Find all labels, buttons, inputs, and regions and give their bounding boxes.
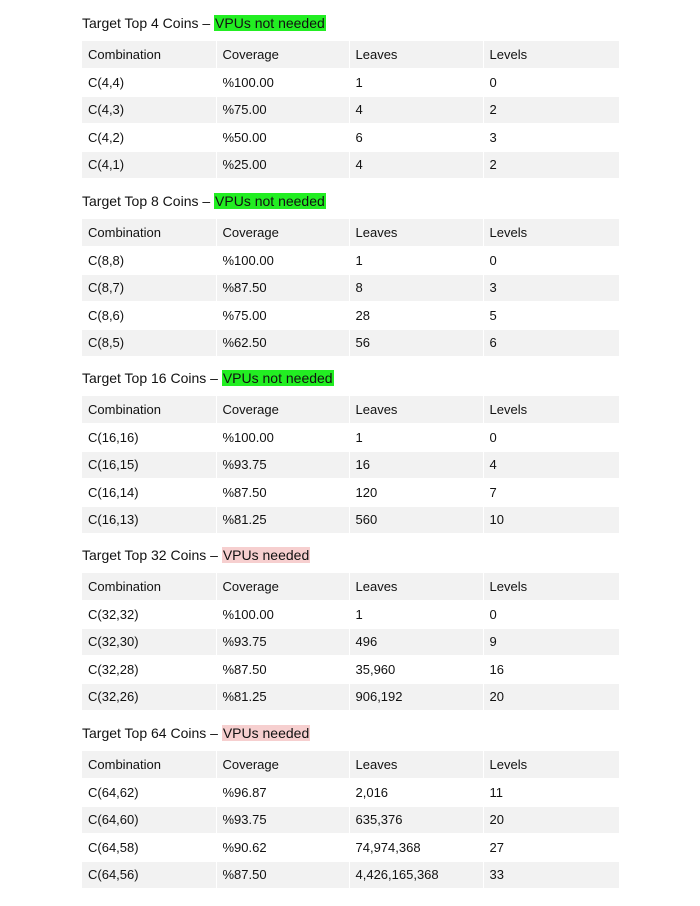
column-header-combination: Combination xyxy=(82,41,216,69)
cell-levels: 27 xyxy=(483,834,619,862)
table-header-row xyxy=(82,573,619,601)
cell-leaves: 635,376 xyxy=(349,806,483,834)
cell-leaves: 4,426,165,368 xyxy=(349,861,483,889)
table-row xyxy=(82,861,619,889)
cell-combination: C(64,56) xyxy=(82,861,216,889)
cell-levels: 4 xyxy=(483,451,619,479)
column-header-combination: Combination xyxy=(82,573,216,601)
heading-text: Target Top 64 Coins – xyxy=(82,725,218,741)
column-header-levels: Levels xyxy=(483,396,619,424)
cell-levels: 0 xyxy=(483,601,619,629)
cell-combination: C(4,2) xyxy=(82,124,216,152)
combinations-table xyxy=(82,573,620,711)
table-row xyxy=(82,779,619,807)
table-row xyxy=(82,683,619,711)
column-header-coverage: Coverage xyxy=(216,396,349,424)
heading-text: Target Top 32 Coins – xyxy=(82,547,218,563)
column-header-levels: Levels xyxy=(483,41,619,69)
cell-levels: 20 xyxy=(483,683,619,711)
column-header-levels: Levels xyxy=(483,219,619,247)
cell-leaves: 2,016 xyxy=(349,779,483,807)
cell-levels: 9 xyxy=(483,628,619,656)
section-top-8 xyxy=(82,192,619,351)
cell-leaves: 496 xyxy=(349,628,483,656)
cell-combination: C(8,5) xyxy=(82,329,216,357)
column-header-levels: Levels xyxy=(483,573,619,601)
table-row xyxy=(82,151,619,179)
column-header-coverage: Coverage xyxy=(216,751,349,779)
vpu-status-badge: VPUs needed xyxy=(222,547,310,563)
column-header-coverage: Coverage xyxy=(216,41,349,69)
table-header-row xyxy=(82,41,619,69)
cell-levels: 0 xyxy=(483,424,619,452)
cell-leaves: 74,974,368 xyxy=(349,834,483,862)
cell-leaves: 120 xyxy=(349,479,483,507)
cell-combination: C(8,7) xyxy=(82,274,216,302)
cell-combination: C(32,32) xyxy=(82,601,216,629)
section-top-16 xyxy=(82,369,619,528)
column-header-leaves: Leaves xyxy=(349,219,483,247)
cell-combination: C(8,8) xyxy=(82,247,216,275)
cell-coverage: %87.50 xyxy=(216,274,349,302)
column-header-combination: Combination xyxy=(82,751,216,779)
column-header-leaves: Leaves xyxy=(349,751,483,779)
cell-combination: C(64,62) xyxy=(82,779,216,807)
cell-leaves: 1 xyxy=(349,69,483,97)
section-heading xyxy=(82,546,619,564)
cell-levels: 11 xyxy=(483,779,619,807)
column-header-leaves: Leaves xyxy=(349,41,483,69)
cell-combination: C(4,3) xyxy=(82,96,216,124)
cell-coverage: %50.00 xyxy=(216,124,349,152)
cell-leaves: 56 xyxy=(349,329,483,357)
table-row xyxy=(82,424,619,452)
combinations-table xyxy=(82,396,620,534)
cell-coverage: %81.25 xyxy=(216,683,349,711)
cell-combination: C(16,15) xyxy=(82,451,216,479)
cell-levels: 10 xyxy=(483,506,619,534)
vpu-status-badge: VPUs not needed xyxy=(222,370,333,386)
table-row xyxy=(82,329,619,357)
cell-levels: 2 xyxy=(483,96,619,124)
cell-coverage: %87.50 xyxy=(216,656,349,684)
table-row xyxy=(82,302,619,330)
cell-levels: 6 xyxy=(483,329,619,357)
cell-coverage: %96.87 xyxy=(216,779,349,807)
cell-coverage: %93.75 xyxy=(216,451,349,479)
cell-coverage: %93.75 xyxy=(216,628,349,656)
column-header-coverage: Coverage xyxy=(216,573,349,601)
column-header-coverage: Coverage xyxy=(216,219,349,247)
section-heading xyxy=(82,192,619,210)
cell-coverage: %93.75 xyxy=(216,806,349,834)
combinations-table xyxy=(82,219,620,357)
table-row xyxy=(82,69,619,97)
cell-combination: C(4,1) xyxy=(82,151,216,179)
cell-levels: 3 xyxy=(483,124,619,152)
cell-coverage: %81.25 xyxy=(216,506,349,534)
cell-levels: 5 xyxy=(483,302,619,330)
section-top-64 xyxy=(82,724,619,883)
cell-leaves: 4 xyxy=(349,151,483,179)
cell-coverage: %100.00 xyxy=(216,601,349,629)
cell-combination: C(16,16) xyxy=(82,424,216,452)
column-header-leaves: Leaves xyxy=(349,396,483,424)
table-row xyxy=(82,479,619,507)
cell-leaves: 4 xyxy=(349,96,483,124)
cell-combination: C(32,26) xyxy=(82,683,216,711)
table-row xyxy=(82,628,619,656)
cell-levels: 0 xyxy=(483,69,619,97)
table-row xyxy=(82,601,619,629)
cell-leaves: 1 xyxy=(349,424,483,452)
heading-text: Target Top 4 Coins – xyxy=(82,15,211,31)
section-heading xyxy=(82,724,619,742)
cell-leaves: 1 xyxy=(349,601,483,629)
section-heading xyxy=(82,369,619,387)
cell-leaves: 560 xyxy=(349,506,483,534)
table-row xyxy=(82,451,619,479)
column-header-combination: Combination xyxy=(82,396,216,424)
cell-coverage: %100.00 xyxy=(216,69,349,97)
cell-levels: 2 xyxy=(483,151,619,179)
table-row xyxy=(82,124,619,152)
cell-coverage: %87.50 xyxy=(216,479,349,507)
cell-levels: 20 xyxy=(483,806,619,834)
table-row xyxy=(82,806,619,834)
cell-leaves: 906,192 xyxy=(349,683,483,711)
cell-coverage: %100.00 xyxy=(216,247,349,275)
cell-coverage: %25.00 xyxy=(216,151,349,179)
cell-combination: C(16,13) xyxy=(82,506,216,534)
cell-coverage: %90.62 xyxy=(216,834,349,862)
table-row xyxy=(82,656,619,684)
vpu-status-badge: VPUs not needed xyxy=(215,193,325,209)
cell-levels: 33 xyxy=(483,861,619,889)
cell-coverage: %100.00 xyxy=(216,424,349,452)
column-header-leaves: Leaves xyxy=(349,573,483,601)
cell-combination: C(16,14) xyxy=(82,479,216,507)
table-row xyxy=(82,834,619,862)
table-header-row xyxy=(82,396,619,424)
cell-combination: C(32,28) xyxy=(82,656,216,684)
cell-combination: C(64,60) xyxy=(82,806,216,834)
section-heading xyxy=(82,14,619,32)
vpu-status-badge: VPUs not needed xyxy=(215,15,325,31)
column-header-levels: Levels xyxy=(483,751,619,779)
cell-levels: 7 xyxy=(483,479,619,507)
table-row xyxy=(82,96,619,124)
cell-leaves: 35,960 xyxy=(349,656,483,684)
table-header-row xyxy=(82,219,619,247)
table-row xyxy=(82,247,619,275)
table-header-row xyxy=(82,751,619,779)
heading-text: Target Top 8 Coins – xyxy=(82,193,211,209)
cell-combination: C(64,58) xyxy=(82,834,216,862)
cell-leaves: 1 xyxy=(349,247,483,275)
column-header-combination: Combination xyxy=(82,219,216,247)
cell-coverage: %87.50 xyxy=(216,861,349,889)
cell-coverage: %75.00 xyxy=(216,96,349,124)
cell-levels: 16 xyxy=(483,656,619,684)
cell-coverage: %75.00 xyxy=(216,302,349,330)
cell-combination: C(32,30) xyxy=(82,628,216,656)
heading-text: Target Top 16 Coins – xyxy=(82,370,218,386)
table-row xyxy=(82,506,619,534)
cell-combination: C(4,4) xyxy=(82,69,216,97)
section-top-32 xyxy=(82,546,619,705)
cell-coverage: %62.50 xyxy=(216,329,349,357)
cell-leaves: 6 xyxy=(349,124,483,152)
cell-leaves: 28 xyxy=(349,302,483,330)
cell-levels: 0 xyxy=(483,247,619,275)
combinations-table xyxy=(82,41,620,179)
cell-levels: 3 xyxy=(483,274,619,302)
section-top-4 xyxy=(82,14,619,173)
cell-leaves: 8 xyxy=(349,274,483,302)
vpu-status-badge: VPUs needed xyxy=(222,725,310,741)
cell-leaves: 16 xyxy=(349,451,483,479)
table-row xyxy=(82,274,619,302)
cell-combination: C(8,6) xyxy=(82,302,216,330)
combinations-table xyxy=(82,751,620,889)
